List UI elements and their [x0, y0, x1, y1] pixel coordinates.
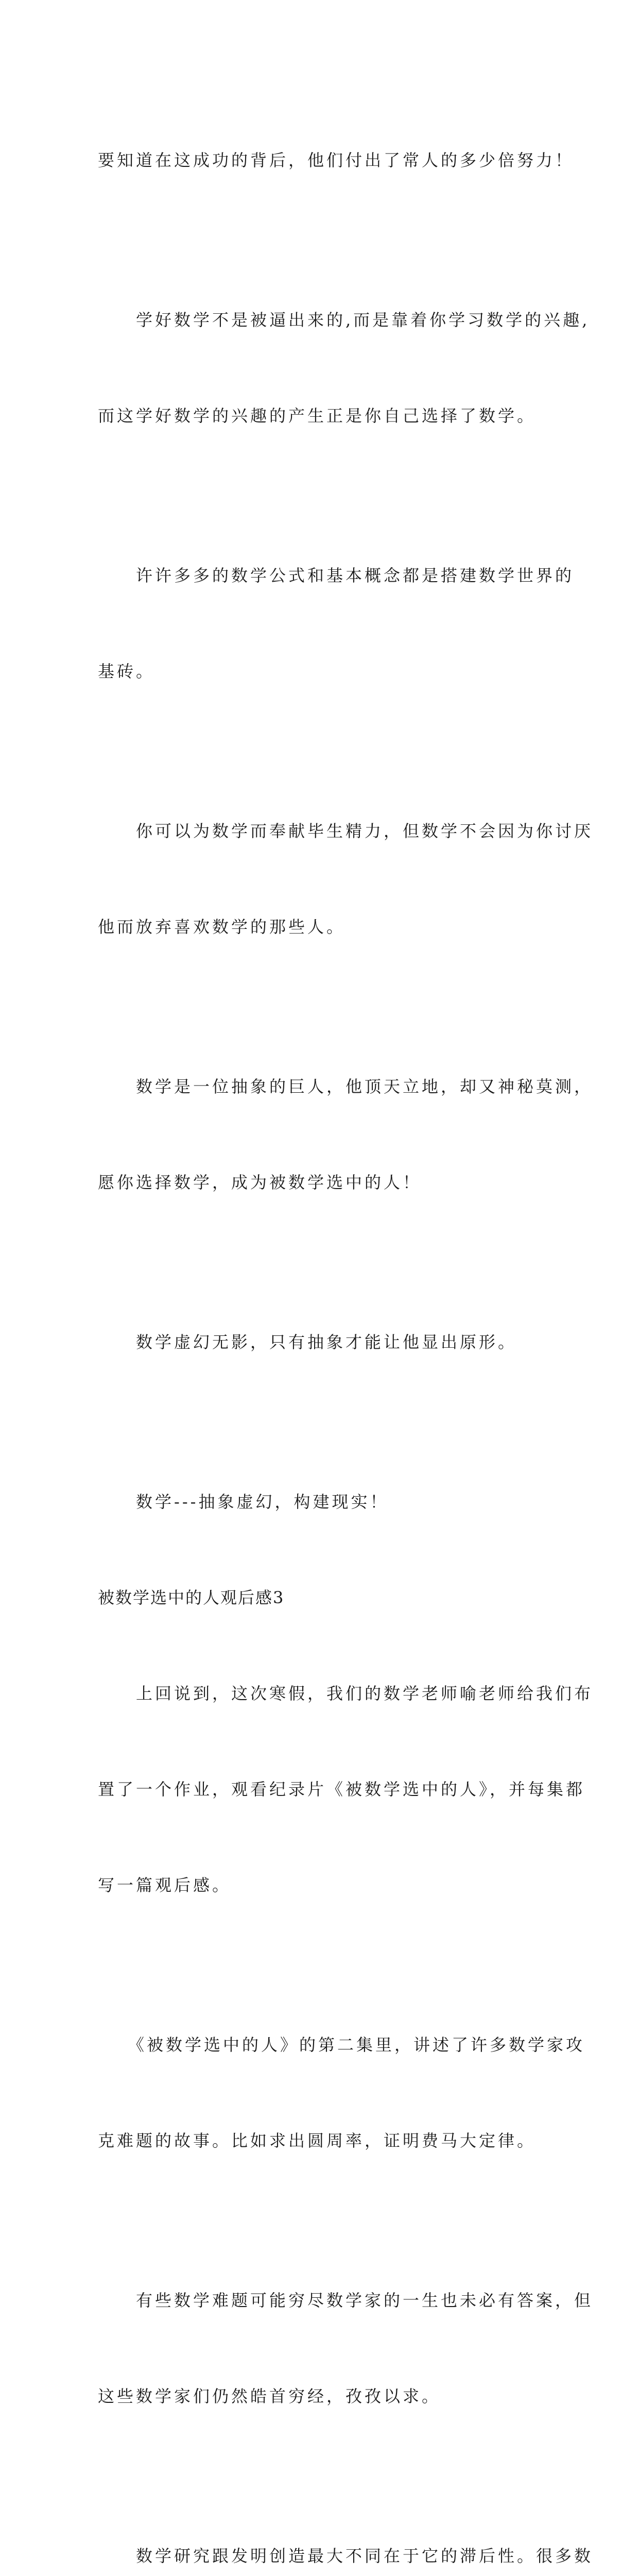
text-line: 学好数学不是被逼出来的,而是靠着你学习数学的兴趣, — [98, 310, 590, 330]
text-line: 愿你选择数学，成为被数学选中的人！ — [98, 1173, 422, 1192]
text-line: 基砖。 — [98, 662, 156, 681]
text-line: 你可以为数学而奉献毕生精力，但数学不会因为你讨厌 — [98, 821, 594, 841]
text-line: 上回说到，这次寒假，我们的数学老师喻老师给我们布 — [98, 1684, 594, 1703]
text-line: 这些数学家们仍然皓首穷经，孜孜以求。 — [98, 2386, 441, 2406]
text-line: 数学研究跟发明创造最大不同在于它的滞后性。很多数 — [98, 2546, 594, 2566]
text-line: 写一篇观后感。 — [98, 1875, 232, 1895]
paragraph — [98, 2476, 594, 2576]
paragraph — [98, 496, 575, 751]
section-heading: 被数学选中的人观后感3 — [98, 1588, 285, 1607]
text-line: 数学---抽象虚幻，构建现实！ — [98, 1492, 389, 1512]
paragraph — [98, 240, 590, 496]
text-line: 他而放弃喜欢数学的那些人。 — [98, 917, 346, 937]
text-line: 许许多多的数学公式和基本概念都是搭建数学世界的 — [98, 566, 575, 585]
paragraph — [98, 751, 594, 1007]
document-body — [98, 80, 594, 2576]
paragraph — [98, 2221, 594, 2476]
text-line: 克难题的故事。比如求出圆周率，证明费马大定律。 — [98, 2131, 537, 2150]
text-line: 要知道在这成功的背后，他们付出了常人的多少倍努力！ — [98, 150, 575, 170]
text-line: 数学虚幻无影，只有抽象才能让他显出原形。 — [98, 1332, 517, 1352]
text-line: 《被数学选中的人》的第二集里，讲述了许多数学家攻 — [98, 2035, 585, 2055]
paragraph — [98, 1262, 546, 1422]
paragraph — [98, 1007, 594, 1262]
text-line: 置了一个作业，观看纪录片《被数学选中的人》，并每集都 — [98, 1780, 585, 1799]
text-line: 数学是一位抽象的巨人，他顶天立地，却又神秘莫测， — [98, 1077, 594, 1096]
text-line: 有些数学难题可能穷尽数学家的一生也未必有答案，但 — [98, 2291, 594, 2310]
text-line: 而这学好数学的兴趣的产生正是你自己选择了数学。 — [98, 406, 537, 426]
paragraph — [98, 1965, 585, 2221]
paragraph — [98, 1422, 546, 1582]
paragraph — [98, 1614, 594, 1965]
paragraph — [98, 80, 575, 240]
